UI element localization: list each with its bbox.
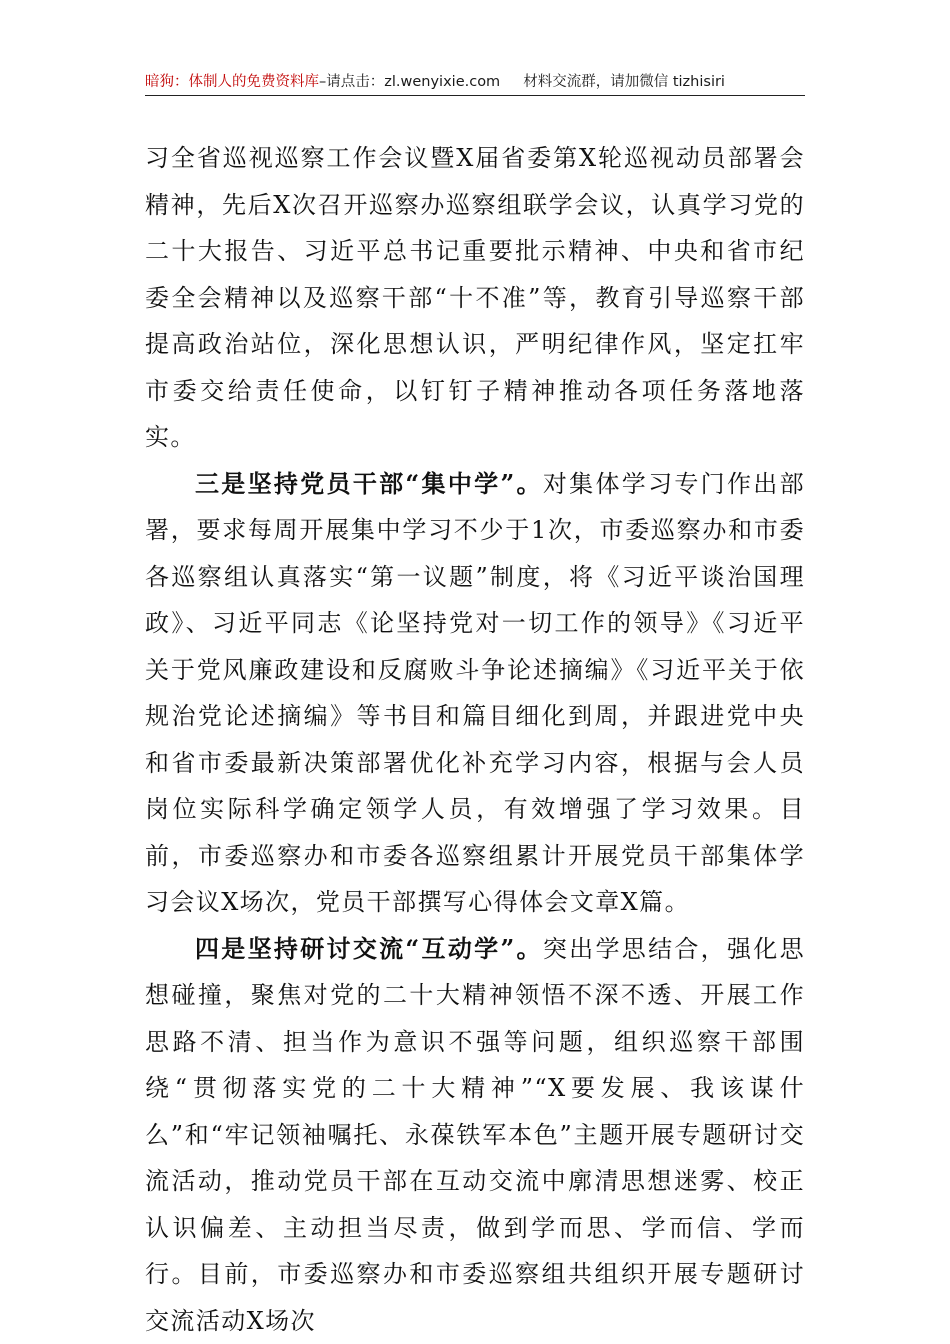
paragraph-2-lead: 三是坚持党员干部“集中学”。 xyxy=(195,468,543,498)
paragraph-2 xyxy=(145,461,805,926)
paragraph-3-text: 突出学思结合，强化思想碰撞，聚焦对党的二十大精神领悟不深不透、开展工作思路不清、担当作为意识不强等问题，组织巡察干部围绕“贯彻落实党的二十大精神”“X要发展、我该谋什么”和“牢记领袖嘱托、永葆铁军本色”主题开展专题研讨交流活动，推动党员干部在互动交流中廓清思想迷雾、校正认识偏差、主动担当尽责，做到学而思、学而信、学而行。目前，市委巡察办和市委巡察组共组织开展专题研讨交流活动X场次 xyxy=(145,934,805,1335)
paragraph-3 xyxy=(145,926,805,1344)
header-brand: 暗狗：体制人的免费资料库 xyxy=(145,74,319,90)
document-body xyxy=(145,135,805,1344)
header-link-prefix: –请点击： xyxy=(319,74,385,90)
paragraph-2-text: 对集体学习专门作出部署，要求每周开展集中学习不少于1次，市委巡察办和市委各巡察组认真落实“第一议题”制度，将《习近平谈治国理政》、习近平同志《论坚持党对一切工作的领导》《习近平关于党风廉政建设和反腐败斗争论述摘编》《习近平关于依规治党论述摘编》等书目和篇目细化到周，并跟进党中央和省市委最新决策部署优化补充学习内容，根据与会人员岗位实际科学确定领学人员，有效增强了学习效果。目前，市委巡察办和市委各巡察组累计开展党员干部集体学习会议X场次，党员干部撰写心得体会文章X篇。 xyxy=(145,469,805,916)
header-divider xyxy=(145,95,805,96)
header-spacer xyxy=(500,74,523,90)
header-link-url[interactable]: zl.wenyixie.com xyxy=(384,74,501,90)
header-wechat: 材料交流群，请加微信 tizhisiri xyxy=(523,74,725,90)
paragraph-3-lead: 四是坚持研讨交流“互动学”。 xyxy=(195,933,543,963)
paragraph-1: 习全省巡视巡察工作会议暨X届省委第X轮巡视动员部署会精神，先后X次召开巡察办巡察组联学会议，认真学习党的二十大报告、习近平总书记重要批示精神、中央和省市纪委全会精神以及巡察干部“十不准”等，教育引导巡察干部提高政治站位，深化思想认识，严明纪律作风，坚定扛牢市委交给责任使命，以钉钉子精神推动各项任务落地落实。 xyxy=(145,144,805,451)
page-header xyxy=(145,70,805,94)
